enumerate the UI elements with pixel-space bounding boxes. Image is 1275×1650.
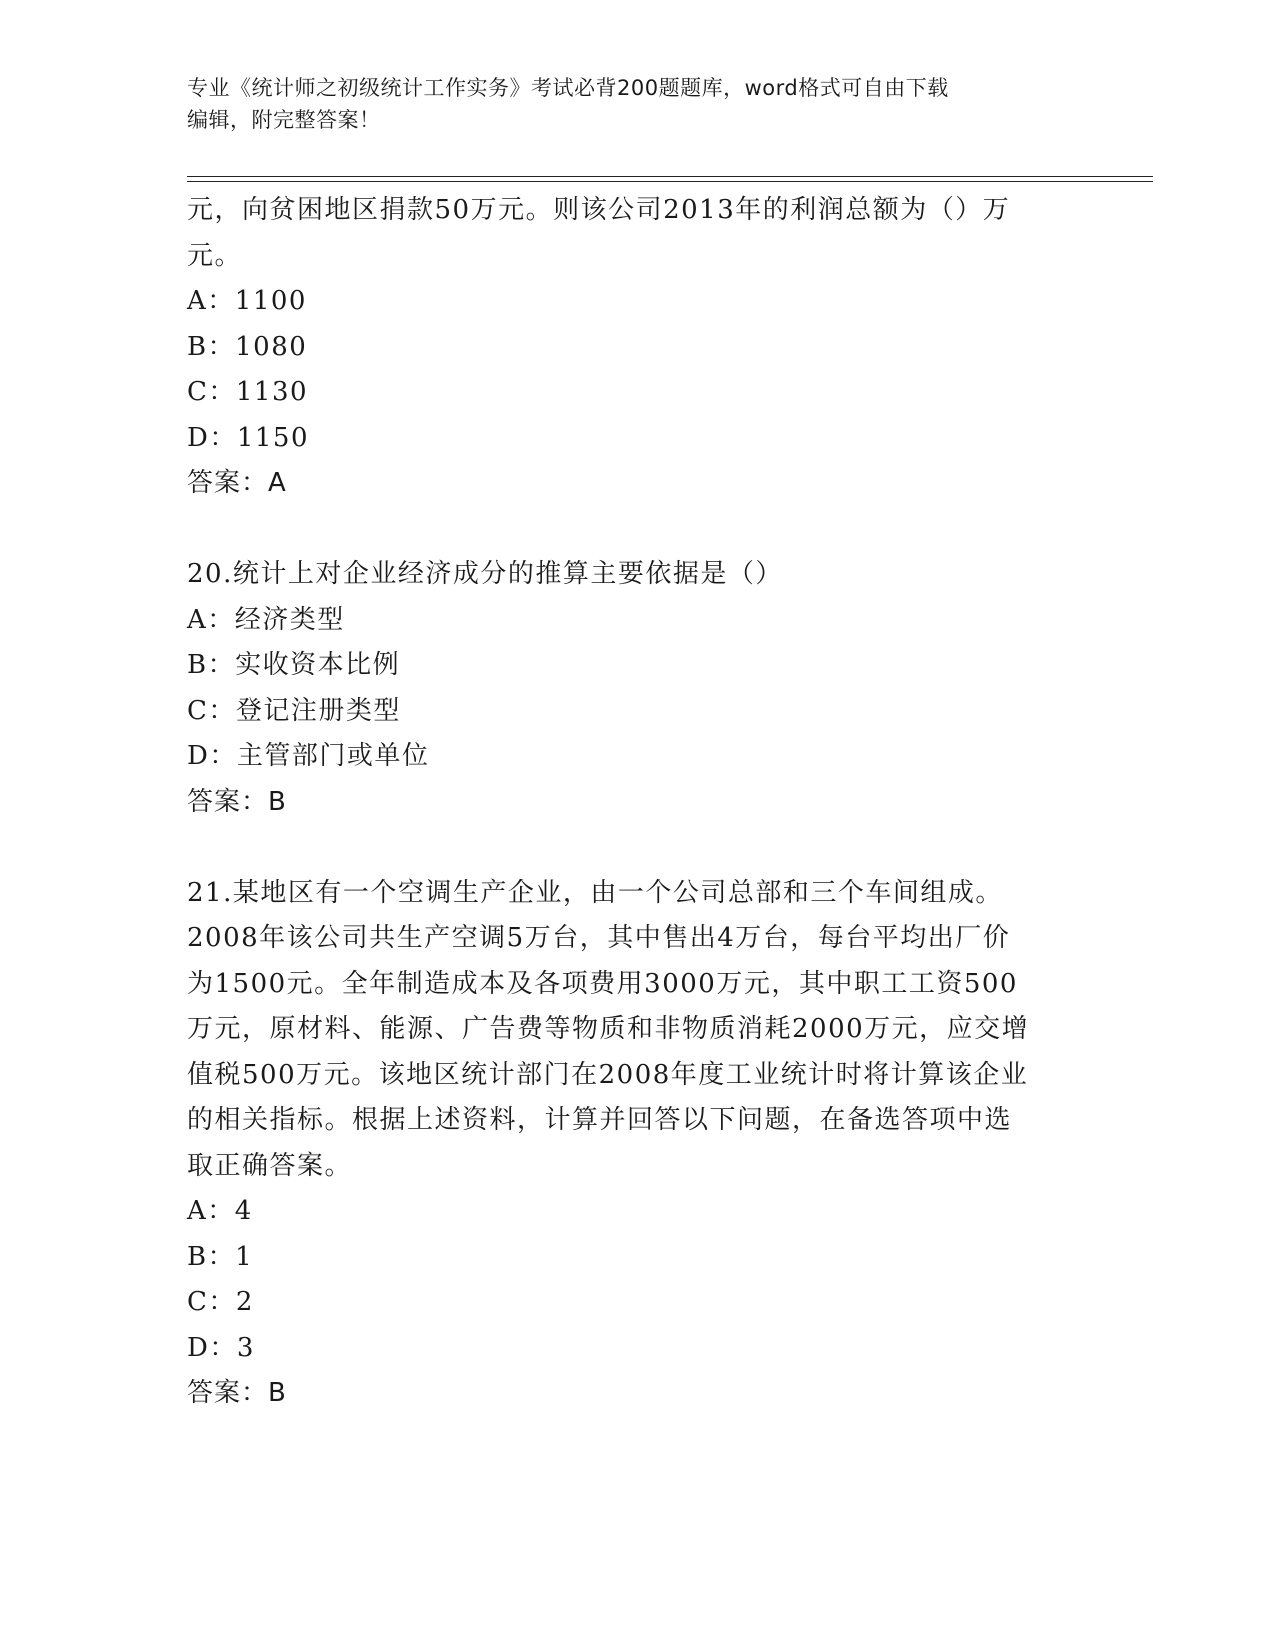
question-21-text-line-3: 为1500元。全年制造成本及各项费用3000万元，其中职工工资500 [187,968,1018,999]
header-line-1: 专业《统计师之初级统计工作实务》考试必背200题题库，word格式可自由下载 [187,76,949,100]
question-20 [187,552,1087,825]
option-b: B：1080 [187,331,308,362]
question-19 [187,188,1087,507]
question-21-text-line-1: 21.某地区有一个空调生产企业，由一个公司总部和三个车间组成。 [187,877,1003,908]
header-divider-bottom [187,181,1153,182]
option-d: D：主管部门或单位 [187,741,430,771]
option-c: C：登记注册类型 [187,695,401,726]
question-21-text-line-7: 取正确答案。 [187,1150,353,1181]
option-a: A：4 [187,1196,253,1226]
spacer [187,825,1087,871]
answer-label: 答案：B [187,786,287,817]
question-21 [187,871,1087,1417]
question-21-text-line-4: 万元，原材料、能源、广告费等物质和非物质消耗2000万元，应交增 [187,1014,1030,1044]
question-20-text: 20.统计上对企业经济成分的推算主要依据是（） [187,559,783,589]
question-19-text-line-2: 元。 [187,240,243,271]
option-b: B：1 [187,1241,254,1272]
header-line-2: 编辑，附完整答案！ [187,108,381,132]
option-c: C：1130 [187,377,309,407]
question-21-text-line-5: 值税500万元。该地区统计部门在2008年度工业统计时将计算该企业 [187,1059,1029,1090]
page-header [187,72,1077,136]
header-divider-top [187,176,1153,177]
option-b: B：实收资本比例 [187,650,401,680]
option-a: A：1100 [187,286,307,316]
question-content [187,188,1087,1417]
option-c: C：2 [187,1287,254,1317]
option-a: A：经济类型 [187,604,345,635]
spacer [187,507,1087,553]
question-21-text-line-2: 2008年该公司共生产空调5万台，其中售出4万台，每台平均出厂价 [187,923,1011,953]
answer-label: 答案：A [187,468,287,498]
option-d: D：3 [187,1332,255,1363]
answer-label: 答案：B [187,1378,287,1408]
question-21-text-line-6: 的相关指标。根据上述资料，计算并回答以下问题，在备选答项中选 [187,1105,1013,1135]
question-19-text-line-1: 元，向贫困地区捐款50万元。则该公司2013年的利润总额为（）万 [187,195,1011,225]
option-d: D：1150 [187,422,310,453]
